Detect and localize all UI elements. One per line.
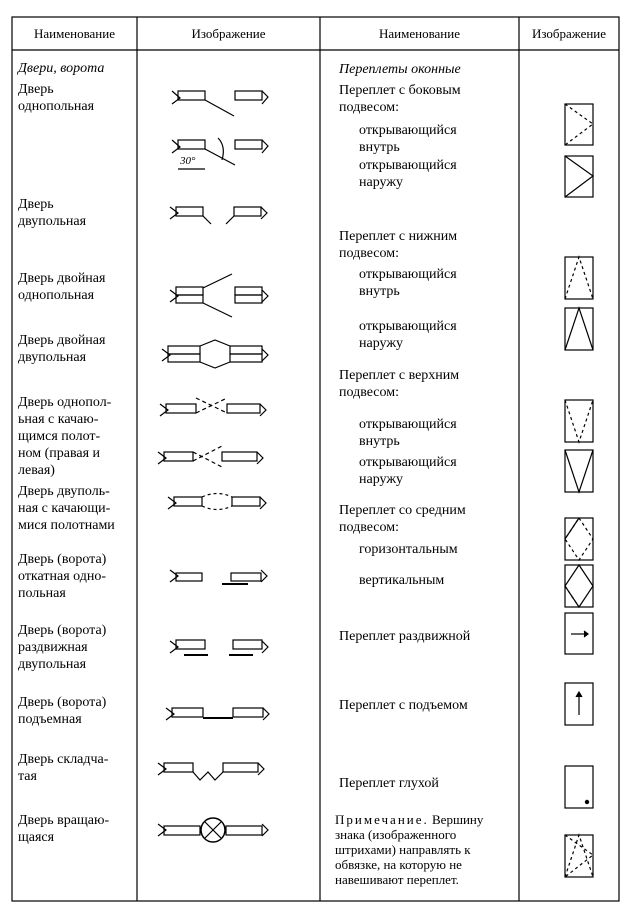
item-door-sliding-single: Дверь (ворота) откатная одно- польная bbox=[18, 552, 107, 601]
item-door-double: Дверь двупольная bbox=[18, 197, 87, 229]
side-hung-inward: открывающийся внутрь bbox=[359, 123, 457, 155]
item-door-twin-double: Дверь двойная двупольная bbox=[18, 333, 106, 365]
window-note-symbol bbox=[565, 835, 593, 877]
group-bottom-hung: Переплет с нижним подвесом: bbox=[339, 229, 458, 261]
window-center-vertical-symbol bbox=[565, 565, 593, 607]
window-lifting: Переплет с подъемом bbox=[339, 698, 468, 713]
item-door-lifting: Дверь (ворота) подъемная bbox=[18, 695, 107, 727]
top-hung-inward: открывающийся внутрь bbox=[359, 417, 457, 449]
bottom-hung-inward: открывающийся внутрь bbox=[359, 267, 457, 299]
window-side-inward-symbol bbox=[565, 104, 593, 145]
window-fixed: Переплет глухой bbox=[339, 776, 439, 791]
section-windows: Переплеты оконные bbox=[339, 62, 461, 77]
window-side-outward-symbol bbox=[565, 156, 593, 197]
note-head: Примечание. bbox=[335, 812, 429, 827]
group-side-hung: Переплет с боковым подвесом: bbox=[339, 83, 461, 115]
angle-label: 30° bbox=[180, 155, 196, 167]
header-name-2: Наименование bbox=[379, 26, 460, 41]
group-center-pivot: Переплет со средним подвесом: bbox=[339, 503, 466, 535]
window-lifting-symbol bbox=[565, 683, 593, 725]
window-top-outward-symbol bbox=[565, 450, 593, 492]
window-bottom-inward-symbol bbox=[565, 257, 593, 299]
section-doors: Двери, ворота bbox=[18, 61, 105, 76]
top-hung-outward: открывающийся наружу bbox=[359, 455, 457, 487]
bottom-hung-outward: открывающийся наружу bbox=[359, 319, 457, 351]
note-body: Вершину знака (изображенного штрихами) направлять к обвязке, на которую не навешивают переплет. bbox=[335, 812, 484, 887]
item-door-revolving: Дверь вращаю- щаяся bbox=[18, 813, 110, 845]
item-door-single: Дверь однопольная bbox=[18, 82, 95, 114]
header-image-2: Изображение bbox=[531, 26, 607, 41]
window-top-inward-symbol bbox=[565, 400, 593, 442]
window-fixed-symbol bbox=[565, 766, 593, 808]
item-door-twin-single: Дверь двойная однопольная bbox=[18, 271, 106, 303]
header-image-1: Изображение bbox=[191, 26, 266, 41]
window-sliding-symbol bbox=[565, 613, 593, 654]
item-door-swing-double: Дверь двуполь- ная с качающи- мися полотнами bbox=[18, 484, 115, 533]
item-door-sliding-double: Дверь (ворота) раздвижная двупольная bbox=[18, 623, 107, 672]
window-sliding: Переплет раздвижной bbox=[339, 629, 471, 644]
group-top-hung: Переплет с верхним подвесом: bbox=[339, 368, 460, 400]
center-pivot-horizontal: горизонтальным bbox=[359, 542, 458, 557]
window-bottom-outward-symbol bbox=[565, 308, 593, 350]
window-center-horizontal-symbol bbox=[565, 518, 593, 560]
side-hung-outward: открывающийся наружу bbox=[359, 158, 457, 190]
header-name-1: Наименование bbox=[34, 26, 115, 41]
item-door-folding: Дверь складча- тая bbox=[18, 752, 109, 784]
center-pivot-vertical: вертикальным bbox=[359, 573, 445, 588]
item-door-swing-single: Дверь однопол- ьная с качаю- щимся полот- ном (правая и левая) bbox=[18, 395, 112, 478]
